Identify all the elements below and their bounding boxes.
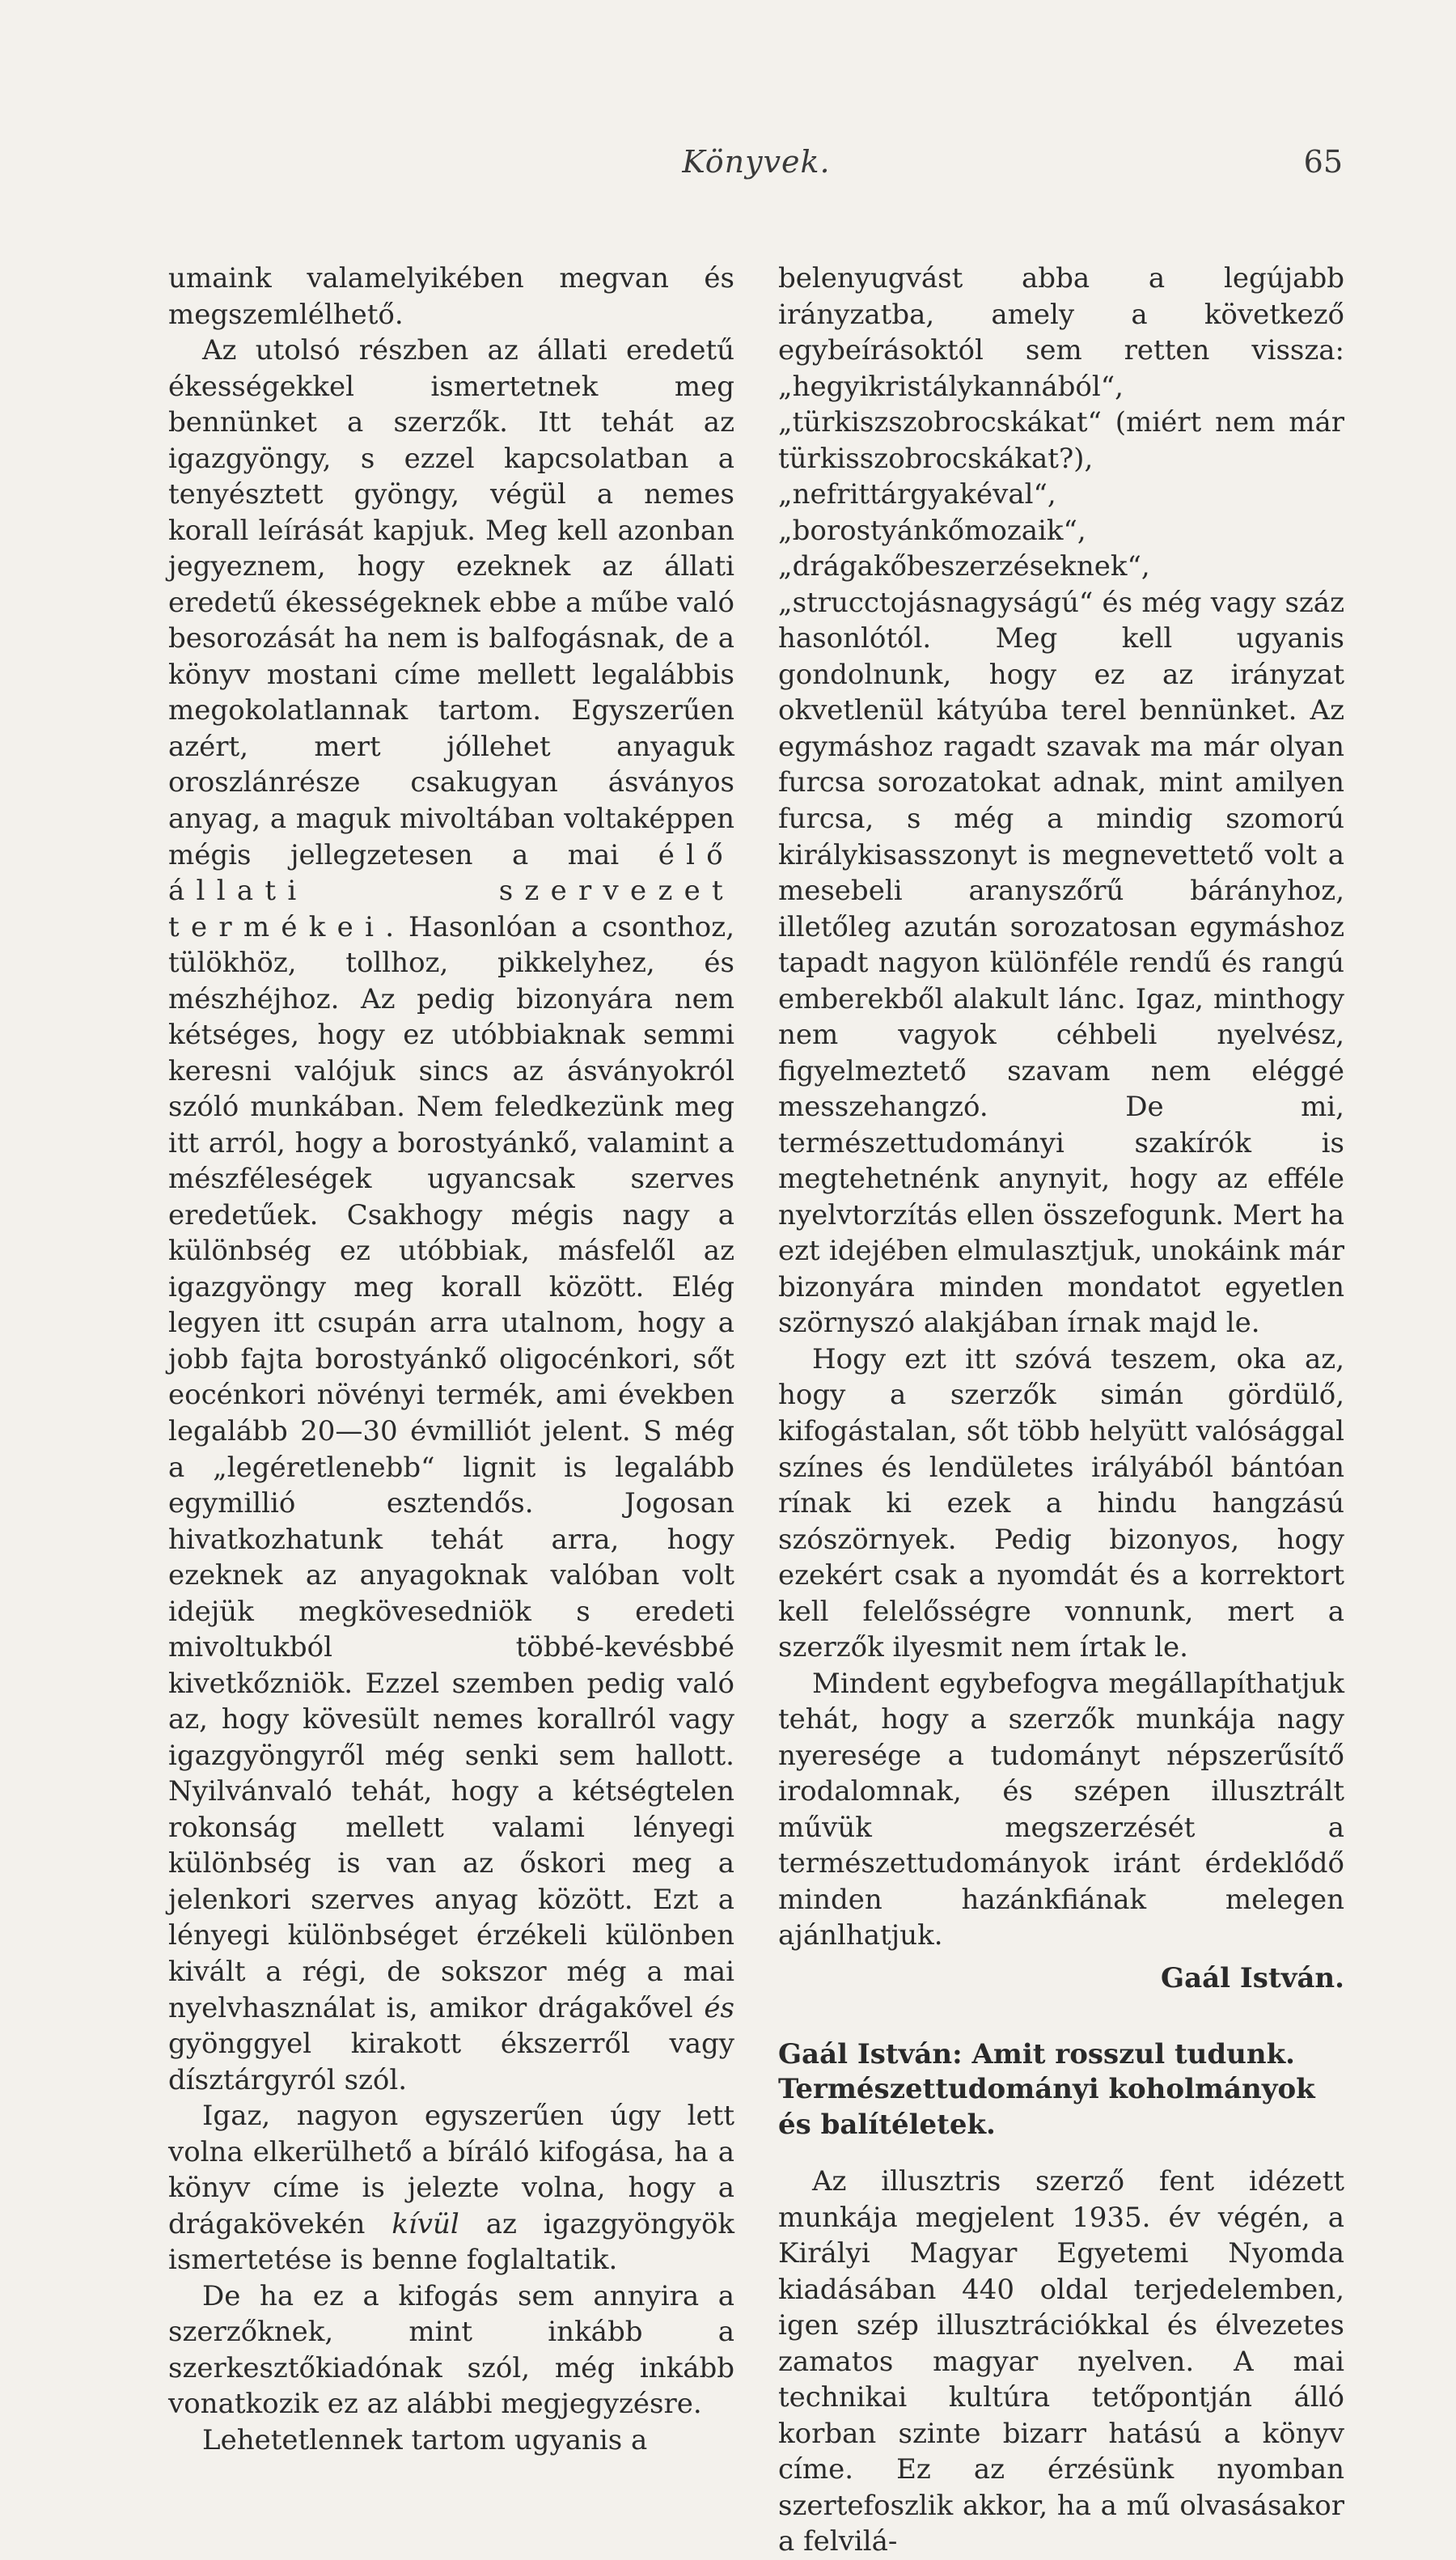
paragraph: belenyugvást abba a legújabb irányzatba, amely a következő egybeírásoktól sem retten vissza: „hegyikristálykannából“, „türkiszszobrocskákat“ (miért nem már türkisszobrocskákat?), „nefrittárgyakéval“, „borostyánkőmozaik“, „drágakőbeszerzéseknek“, „strucctojásnagyságú“ és még vagy száz hasonlótól. Meg kell ugyanis gondolnunk, hogy ez az irányzat okvetlenül kátyúba terel bennünket. Az egymáshoz ragadt szavak ma már olyan furcsa sorozatokat adnak, mint amilyen furcsa, s még a mindig szomorú királykisasszonyt is megnevettető volt a mesebeli aranyszőrű bárányhoz, illetőleg azután sorozatosan egymáshoz tapadt nagyon különféle rendű és rangú emberekből alakult lánc. Igaz, minthogy nem vagyok céhbeli nyelvész, figyelmeztető szavam nem eléggé messzehangzó. De mi, természettudományi szakírók is megtehetnénk anynyit, hogy az efféle nyelvtorzítás ellen összefogunk. Mert ha ezt idejében elmulasztjuk, unokáink már bizonyára minden mondatot egyetlen szörnyszó alakjában írnak majd le. — [778, 262, 1344, 1340]
section-title: Könyvek. — [682, 144, 831, 180]
italic-word: és — [704, 1991, 734, 2024]
italic-word: kívül — [392, 2207, 459, 2240]
paragraph: Mindent egybefogva megállapíthatjuk tehát, hogy a szerzők munkája nagy nyeresége a tudományt népszerűsítő irodalomnak, és szépen illusztrált művük megszerzését a természettudományok iránt érdeklődő minden hazánkfiának melegen ajánlhatjuk. — [778, 1667, 1344, 1952]
paragraph: De ha ez a kifogás sem annyira a szerzőknek, mint inkább a szerkesztőkiadónak szól, még inkább vonatkozik ez az alábbi megjegyzésre. — [168, 2279, 734, 2421]
paragraph: Lehetetlennek tartom ugyanis a — [202, 2423, 648, 2456]
page-number: 65 — [1303, 144, 1343, 180]
paragraph: Az illusztris szerző fent idézett munkája megjelent 1935. év végén, a Királyi Magyar Egyetemi Nyomda kiadásában 440 oldal terjedelemben, igen szép illusztrációkkal és élvezetes zamatos magyar nyelven. A mai technikai kultúra tetőpontján álló korban szinte bizarr hatású a könyv címe. Ez az érzésünk nyomban szertefoszlik akkor, ha a mű olvasásakor a felvilá- — [778, 2165, 1344, 2558]
text-run: Igaz, nagyon egyszerűen úgy lett volna elkerülhető a bíráló kifogása, ha a könyv címe is jelezte volna, hogy a drágakövekén — [168, 2100, 734, 2240]
review-heading: Gaál István: Amit rosszul tudunk. Természettudományi koholmányok és balítéletek. — [778, 2037, 1315, 2141]
spaced-emphasis: élő állati szervezet termékei — [168, 838, 734, 943]
paragraph: Hogy ezt itt szóvá teszem, oka az, hogy a szerzők simán gördülő, kifogástalan, sőt több helyütt valósággal színes és lendületes irályából bántóan rínak ki ezek a hindu hangzású szószörnyek. Pedig bizonyos, hogy ezekért csak a nyomdát és a korrektort kell felelősségre vonnunk, mert a szerzők ilyesmit nem írtak le. — [778, 1342, 1344, 1664]
text-run: Az utolsó részben az állati eredetű ékességekkel ismertetnek meg bennünket a szerzők. Itt tehát az igazgyöngy, s ezzel kapcsolatban a tenyésztett gyöngy, végül a nemes korall leírását kapjuk. Meg kell azonban jegyeznem, hogy ezeknek az állati eredetű ékességeknek ebbe a műbe való besorozását ha nem is balfogásnak, de a könyv mostani címe mellett legalábbis megokolatlannak tartom. Egyszerűen azért, mert jóllehet anyaguk oroszlánrésze csakugyan ásványos anyag, a maguk mivoltában voltaképpen mégis jellegzetesen a mai — [168, 334, 734, 871]
text-run: az igazgyöngyök ismertetése is benne foglaltatik. — [168, 2207, 735, 2277]
text-run: gyönggyel kirakott ékszerről vagy dísztárgyról szól. — [168, 2028, 734, 2096]
signature: Gaál István. — [1161, 1961, 1344, 1994]
left-column — [168, 261, 734, 2458]
paragraph: umaink valamelyikében megvan és megszemlélhető. — [168, 262, 734, 331]
running-head — [170, 144, 1343, 184]
text-run: . Hasonlóan a csonthoz, tülökhöz, tollhoz, pikkelyhez, és mészhéjhoz. Az pedig bizonyára nem kétséges, hogy ez utóbbiaknak semmi keresni valójuk sincs az ásványokról szóló munkában. Nem feledkezünk meg itt arról, hogy a borostyánkő, valamint a mészféleségek ugyancsak szerves eredetűek. Csakhogy mégis nagy a különbség ez utóbbiak, másfelől az igazgyöngy meg korall között. Elég legyen itt csupán arra utalnom, hogy a jobb fajta borostyánkő oligocénkori, sőt eocénkori növényi termék, ami években legalább 20—30 évmilliót jelent. S még a „legéretlenebb“ lignit is legalább egymillió esztendős. Jogosan hivatkozhatunk tehát arra, hogy ezeknek az anyagoknak valóban volt idejük megkövesedniök s eredeti mivoltukból többé-kevésbbé kivetkőzniök. Ezzel szemben pedig való az, hogy kövesült nemes korallról vagy igazgyöngyről még senki sem hallott. Nyilvánvaló tehát, hogy a kétségtelen rokonság mellett valami lényegi különbség is van az őskori meg a jelenkori szerves anyag között. Ezt a lényegi különbséget érzékeli különben kivált a régi, de sokszor még a mai nyelvhasználat is, amikor drágakővel — [168, 910, 734, 2024]
paragraph — [168, 2098, 734, 2278]
paragraph — [168, 333, 734, 2098]
right-column — [778, 261, 1344, 2560]
